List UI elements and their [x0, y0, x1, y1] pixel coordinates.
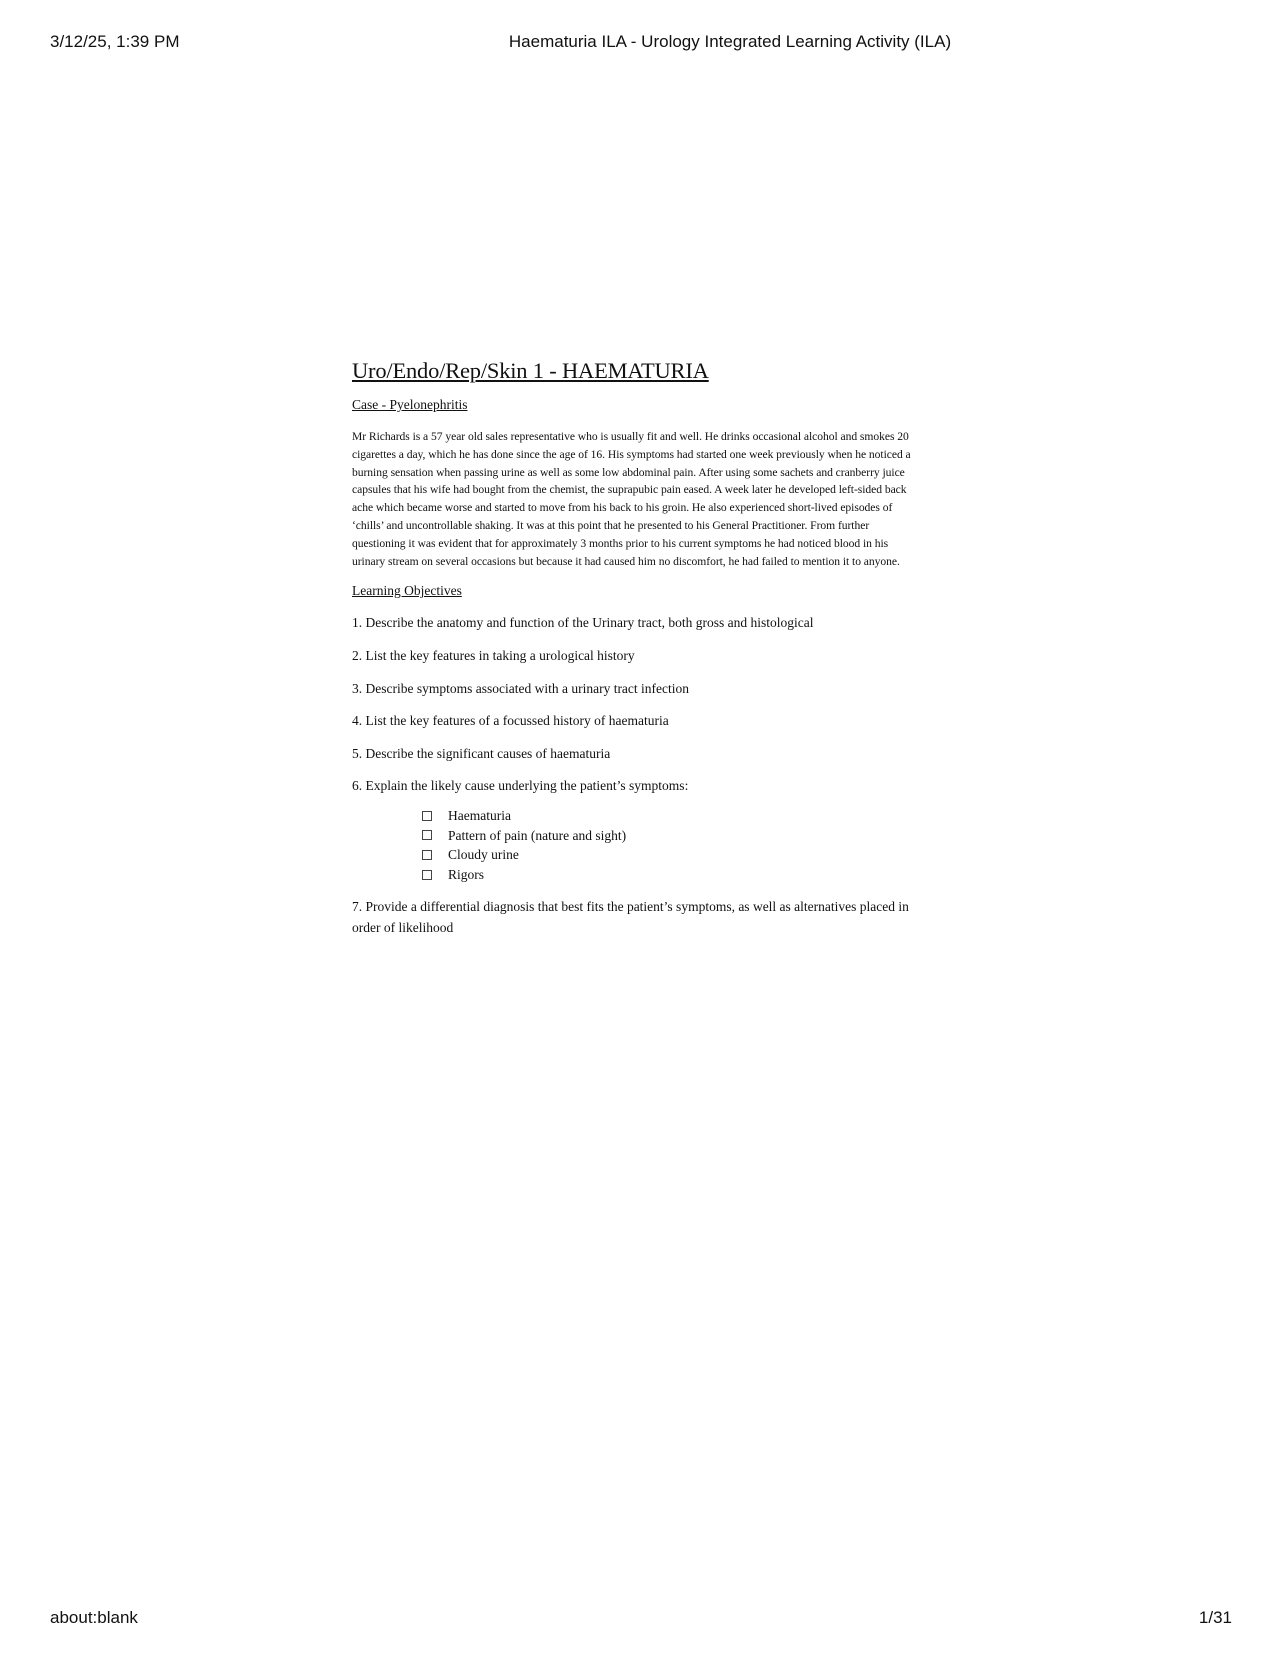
symptom-label: Pattern of pain (nature and sight)	[448, 827, 627, 843]
print-datetime: 3/12/25, 1:39 PM	[50, 32, 180, 51]
print-url: about:blank	[50, 1608, 138, 1627]
document-title: Uro/Endo/Rep/Skin 1 - HAEMATURIA	[352, 358, 709, 383]
symptom-item	[422, 826, 922, 846]
symptom-checklist	[422, 806, 922, 884]
objective-item: 6. Explain the likely cause underlying the patient’s symptoms:	[352, 778, 689, 794]
print-header	[0, 32, 1280, 54]
objective-item: 1. Describe the anatomy and function of the Urinary tract, both gross and histological	[352, 615, 814, 631]
final-objective: 7. Provide a differential diagnosis that best fits the patient’s symptoms, as well as alternatives placed in order of likelihood	[352, 899, 909, 936]
checkbox-icon	[422, 811, 432, 821]
symptom-item	[422, 845, 922, 865]
document-body	[352, 356, 922, 953]
print-footer	[0, 1608, 1280, 1630]
print-page-title: Haematuria ILA - Urology Integrated Learning Activity (ILA)	[508, 32, 952, 51]
objective-item: 4. List the key features of a focussed history of haematuria	[352, 713, 669, 729]
objectives-heading: Learning Objectives	[352, 583, 462, 599]
symptom-item	[422, 806, 922, 826]
objective-item: 2. List the key features in taking a urological history	[352, 647, 635, 663]
case-description: Mr Richards is a 57 year old sales representative who is usually fit and well. He drinks occasional alcohol and smokes 20 cigarettes a day, which he has done since the age of 16. His symptoms had started one week previously when he noticed a burning sensation when passing urine as well as some low abdominal pain. After using some sachets and cranberry juice capsules that his wife had bought from the chemist, the suprapubic pain eased. A week later he developed left-sided back ache which became worse and started to move from his back to his groin. He also experienced short-lived episodes of ‘chills’ and uncontrollable shaking. It was at this point that he presented to his General Practitioner. From further questioning it was evident that for approximately 3 months prior to his current symptoms he had noticed blood in his urinary stream on several occasions but because it had caused him no discomfort, he had failed to mention it to anyone.	[352, 430, 911, 568]
objective-item: 3. Describe symptoms associated with a urinary tract infection	[352, 680, 690, 696]
symptom-label: Haematuria	[448, 807, 511, 823]
symptom-item	[422, 865, 922, 885]
checkbox-icon	[422, 870, 432, 880]
objective-item: 5. Describe the significant causes of haematuria	[352, 745, 611, 761]
case-heading: Case - Pyelonephritis	[352, 397, 468, 412]
symptom-label: Rigors	[448, 866, 485, 882]
checkbox-icon	[422, 850, 432, 860]
page-number: 1/31	[1198, 1608, 1232, 1627]
checkbox-icon	[422, 830, 432, 840]
symptom-label: Cloudy urine	[448, 847, 519, 863]
objectives-list	[352, 614, 922, 795]
